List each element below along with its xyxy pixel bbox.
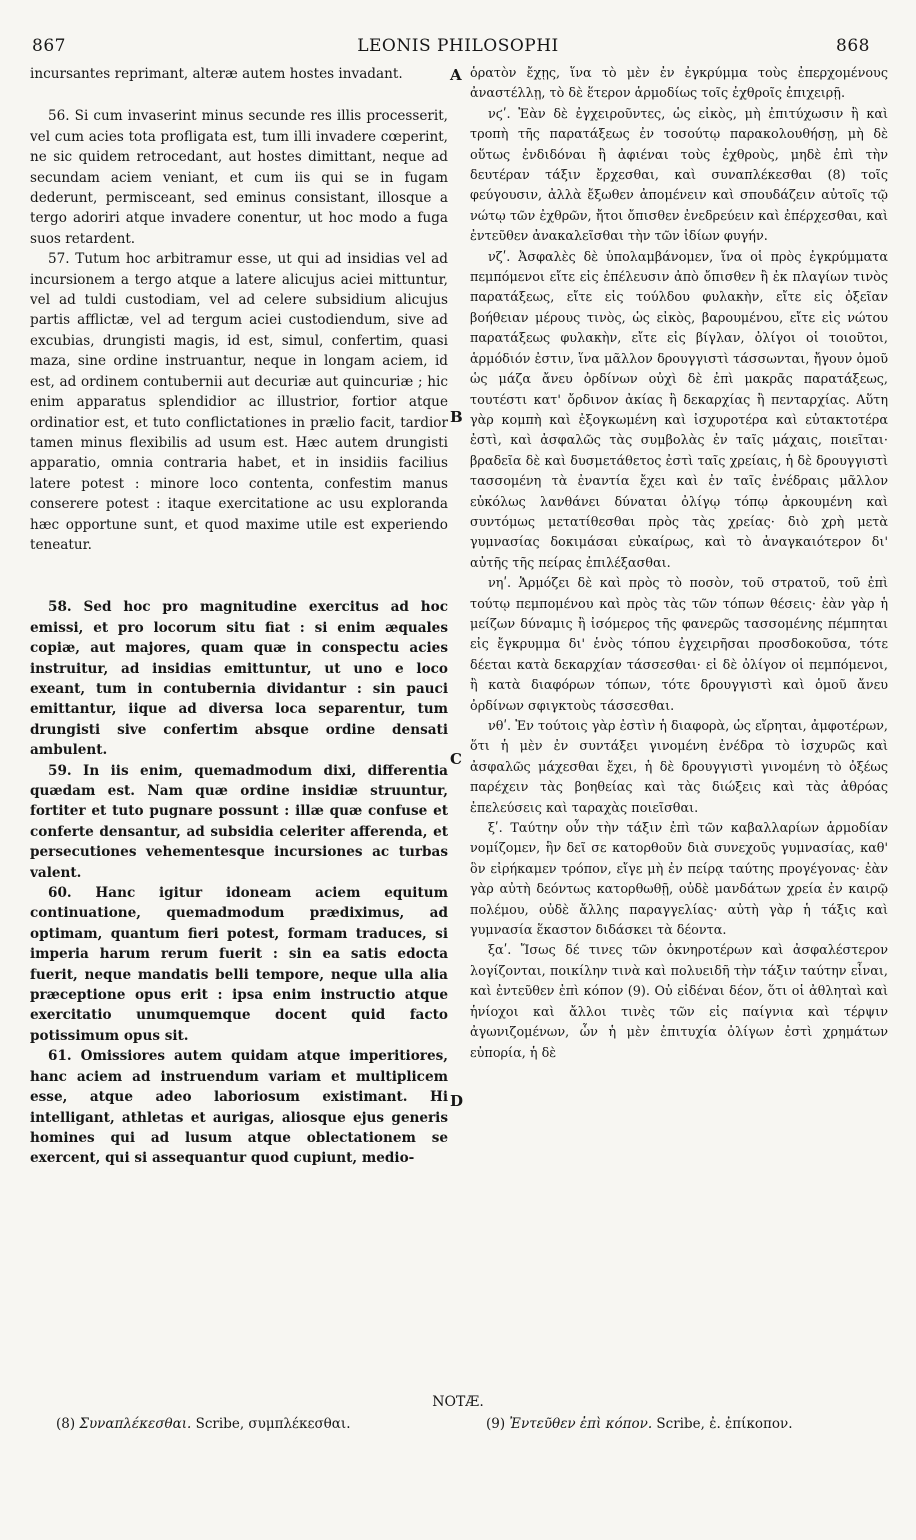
latin-column — [30, 64, 448, 1394]
running-header — [0, 36, 916, 58]
page-number-left: 867 — [32, 36, 66, 56]
latin-paragraph: 58. Sed hoc pro magnitudine exercitus ad hoc emissi, et pro locorum situ fiat : si enim æquales copiæ, aut majores, quam quæ in conspectu acies instruitur, ad insidias emittuntur, ut uno e loco exeant, tum in contubernia dividantur : sin pauci emittantur, iique ad diversa loca separentur, tum drungisti sive confertim absque ordine densati ambulent. — [30, 599, 448, 759]
footnote-lemma: Συναπλέκεσθαι. — [79, 1416, 192, 1432]
margin-letter-c: C — [450, 750, 462, 768]
greek-paragraph: νθʹ. Ἐν τούτοις γὰρ ἐστὶν ἡ διαφορὰ, ὡς εἴρηται, ἀμφοτέρων, ὅτι ἡ μὲν ἐν συντάξει γινομένη ἐνέδρα τὸ ἰσχυρῶς καὶ ἀσφαλῶς μάχεσθαι ἔχει, ἡ δὲ δρουγγιστὶ γινομένη τὸ ὀξέως παρέχειν τὰς βοηθείας καὶ τὰς διώξεις καὶ τὰς ἀθρόας ἐπελεύσεις καὶ ταραχὰς ποιεῖσθαι. — [470, 719, 888, 816]
greek-column — [470, 64, 888, 1394]
latin-paragraph: 60. Hanc igitur idoneam aciem equitum continuatione, quemadmodum prædiximus, ad optimam, quantum fieri potest, formam traduces, si imperia harum rerum fuerit : sin ea satis edocta fuerit, neque mandatis belli tempore, neque ulla alia præceptione opus erit : ipsa enim instructio atque exercitatio unumquemque docent quid facto potissimum opus sit. — [30, 885, 448, 1044]
page-number-right: 868 — [836, 36, 870, 56]
latin-paragraph: 56. Si cum invaserint minus secunde res illis processerit, vel cum acies tota profligata est, tum illi invadere cœperint, ne sic quidem retrocedant, aut hostes dimittant, neque ad secundam aciem veniant, et cum iis qui se in fugam dederunt, permisceant, sed eminus consistant, illosque a tergo adoriri atque invadere conentur, ut hoc modo a fuga suos retardent. — [30, 108, 448, 247]
greek-paragraph: νζʹ. Ἀσφαλὲς δὲ ὑπολαμβάνομεν, ἵνα οἱ πρὸς ἐγκρύμματα πεμπόμενοι εἴτε εἰς ἐπέλευσιν ἀπὸ ὄπισθεν ἢ ἐκ πλαγίων τινὸς παρατάξεως, εἴτε εἰς τούλδου φυλακὴν, εἴτε εἰς ὀξεῖαν βοήθειαν μέρους τινὸς, ὡς εἰκὸς, βαρουμένου, εἴτε εἰς νώτου παρατάξεως φυλακὴν, εἴτε εἰς βίγλαν, ὀλίγοι οἱ τοιοῦτοι, ἁρμόδιόν ἐστιν, ἵνα μᾶλλον δρουγγιστὶ τάσσωνται, ἤγουν ὁμοῦ ὡς μάζα ἄνευ ὀρδίνων οὐχὶ δὲ ἐπὶ μακρᾶς παρατάξεως, τουτέστι κατ' ὄρδινον ἀκίας ἢ δεκαρχίας ἢ πενταρχίας. Αὕτη γὰρ κομπὴ καὶ ἐξογκωμένη καὶ ἰσχυροτέρα καὶ εὐτακτοτέρα ἐστὶ, καὶ ἀσφαλῶς τὰς συμβολὰς ἐν ταῖς μάχαις, ποιεῖται· βραδεῖα δὲ καὶ δυσμετάθετος ἐστὶ ταῖς χρείαις, ἡ δὲ δρουγγιστὶ τασσομένη τὰ ἐναντία ἔχει καὶ ἐν ταῖς ἐνέδραις μᾶλλον εὐκόλως λανθάνει δύναται ὀλίγῳ τόπῳ ἀρκουμένη καὶ συντόμως μετατίθεσθαι πρὸς τὰς χρείας· διὸ χρὴ μετὰ γυμνασίας δοκιμάσαι εὐκαίρως, καὶ τὸ ἀναγκαιότερον δι' αὐτῆς τῆς πείρας ἐπιλέξασθαι. — [470, 249, 888, 571]
margin-letter-a: A — [450, 66, 462, 84]
footnote-correction: Scribe, συμπλέκεσθαι. — [195, 1416, 351, 1432]
greek-paragraph: νηʹ. Ἁρμόζει δὲ καὶ πρὸς τὸ ποσὸν, τοῦ στρατοῦ, τοῦ ἐπὶ τούτῳ πεμπομένου καὶ πρὸς τὰς τῶν τόπων θέσεις· ἐὰν γὰρ ἡ μείζων δύναμις ἢ ἰσόμερος τῆς φανερῶς τασσομένης πέμπηται εἰς ἔγκρυμμα δι' ἑνὸς τόπου ἐγχειρῆσαι προσδοκοῦσα, τότε δέεται κατὰ δεκαρχίαν τάσσεσθαι· εἰ δὲ ὀλίγον οἱ πεμπόμενοι, ἢ κατὰ διαφόρων τόπων, τότε δρουγγιστὶ καὶ ὁμοῦ ἄνευ ὀρδίνων σφιγκτοὺς τάσσεσθαι. — [470, 576, 888, 714]
footnote-number: (9) — [486, 1416, 506, 1432]
footnote-correction: Scribe, ἐ. ἐπίκοπον. — [656, 1416, 793, 1432]
greek-paragraph: ξʹ. Ταύτην οὖν τὴν τάξιν ἐπὶ τῶν καβαλλαρίων ἁρμοδίαν νομίζομεν, ἣν δεῖ σε κατορθοῦν διὰ συνεχοῦς γυμνασίας, καθ' ὃν εἰρήκαμεν τρόπον, εἴγε μὴ ἐν πείρᾳ ταύτης προγέγονας· ἐὰν γὰρ αὐτὴ δεόντως κατορθωθῇ, οὐδὲ μανδάτων χρεία ἐν καιρῷ πολέμου, οὐδὲ ἄλλης παραγγελίας· αὐτὴ γὰρ ἡ τάξις καὶ γυμνασία ἕκαστον διδάσκει τὰ δέοντα. — [470, 821, 888, 939]
latin-paragraph: 59. In iis enim, quemadmodum dixi, differentia quædam est. Nam quæ ordine insidiæ struuntur, fortiter et tuto pugnare possunt : illæ quæ confuse et conferte densantur, ad subsidia celeriter afferenda, et persecutiones vehementesque incursiones ac turbas valent. — [30, 762, 448, 881]
footnote-9 — [486, 1416, 793, 1432]
margin-letter-d: D — [450, 1092, 464, 1110]
latin-paragraph: 61. Omissiores autem quidam atque imperitiores, hanc aciem ad instruendum variam et multiplicem esse, atque adeo laboriosum existimant. Hi intelligant, athletas et aurigas, aliosque ejus generis homines qui ad lusum atque oblectationem se exercent, qui si assequantur quod cupiunt, medio- — [30, 1048, 448, 1167]
margin-letter-b: B — [450, 408, 463, 426]
footnote-8 — [56, 1416, 351, 1432]
footnote-number: (8) — [56, 1416, 76, 1432]
latin-paragraph: incursantes reprimant, alteræ autem hostes invadant. — [30, 66, 403, 82]
latin-paragraph: 57. Tutum hoc arbitramur esse, ut qui ad insidias vel ad incursionem a tergo atque a latere alicujus aciei mittuntur, vel ad tuldi custodiam, vel ad celere subsidium alicujus partis afflictæ, vel ad tergum aciei custodiendum, sive ad excubias, drungisti magis, id est, simul, confertim, quasi maza, sine ordine instruantur, neque in longam aciem, id est, ad ordinem contubernii aut decuriæ aut quincuriæ ; hic enim apparatus splendidior ac illustrior, fortior atque ordinatior est, et tuto conflictationes in prælio facit, tardior tamen minus flexibilis ad usum est. Hæc autem drungisti apparatio, omnia contraria habet, et in insidiis facilius latere potest : minore loco contenta, confestim manus conserere potest : itaque exercitatione ac usu exploranda hæc opportune sunt, et quod maxime utile est experiendo teneatur. — [30, 251, 448, 553]
greek-paragraph: ὁρατὸν ἔχῃς, ἵνα τὸ μὲν ἐν ἐγκρύμμα τοὺς ἐπερχομένους ἀναστέλλῃ, τὸ δὲ ἕτερον ἁρμοδίως τοῖς ἐχθροῖς ἐπιχειρῇ. — [470, 66, 888, 102]
notes-heading: NOTÆ. — [432, 1394, 484, 1410]
footnote-lemma: Ἐντεῦθεν ἐπὶ κόπον. — [509, 1416, 653, 1432]
greek-paragraph: ξαʹ. Ἴσως δέ τινες τῶν ὀκνηροτέρων καὶ ἀσφαλέστερον λογίζονται, ποικίλην τινὰ καὶ πολυειδῆ τὴν τάξιν ταύτην εἶναι, καὶ ἐντεῦθεν ἐπὶ κόπον (9). Οὐ εἰδέναι δέον, ὅτι οἱ ἀθληταὶ καὶ ἡνίοχοι καὶ ἄλλοι τινὲς τῶν εἰς παίγνια καὶ τέρψιν ἀγωνιζομένων, ὧν ἡ μὲν ἐπιτυχία ὀλίγων ἐστὶ χρημάτων εὐπορία, ἡ δὲ — [470, 943, 888, 1061]
running-title: LEONIS PHILOSOPHI — [357, 36, 559, 56]
greek-paragraph: νϛʹ. Ἐὰν δὲ ἐγχειροῦντες, ὡς εἰκὸς, μὴ ἐπιτύχωσιν ἢ καὶ τροπὴ τῆς παρατάξεως ἐν τοσούτῳ παρακολουθήσῃ, μὴ δὲ οὕτως ἐνδιδόναι ἢ ἀφιέναι τοὺς ἐχθροὺς, μηδὲ ἐπὶ τὴν δευτέραν τάξιν ἔρχεσθαι, καὶ συναπλέκεσθαι (8) τοῖς φεύγουσιν, ἀλλὰ ἔξωθεν ἀπομένειν καὶ σπουδάζειν αὐτοῖς τῷ νώτῳ τῶν ἐχθρῶν, ἤτοι ὄπισθεν ἐνεδρεύειν καὶ ἐπέρχεσθαι, καὶ ἐντεῦθεν ἀνακαλεῖσθαι τὴν τῶν ἰδίων φυγήν. — [470, 106, 888, 245]
